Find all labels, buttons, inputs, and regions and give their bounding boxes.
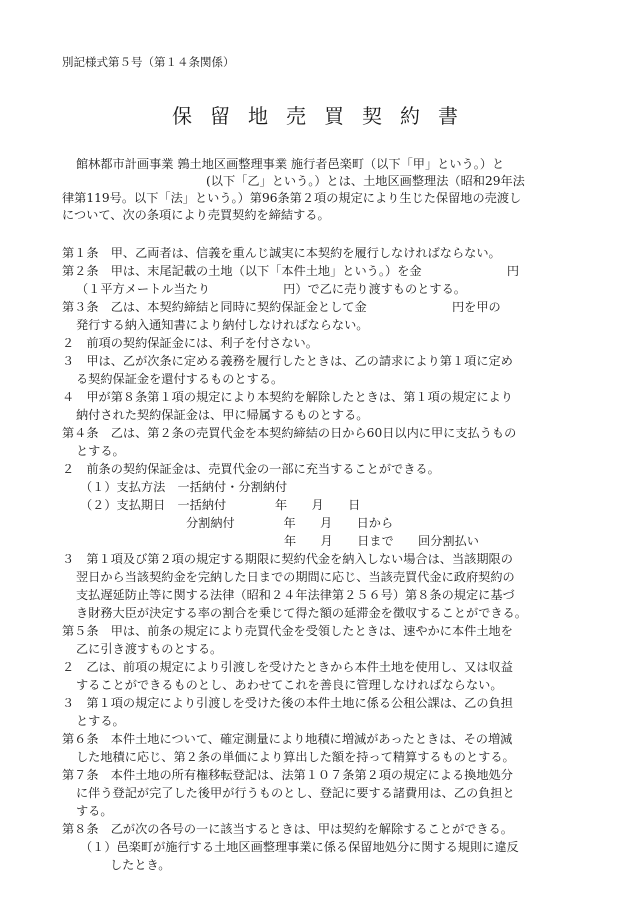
- clause-line: 第６条 本件土地について、確定測量により地積に増減があったときは、その増減: [62, 732, 513, 746]
- clause-line: ２ 乙は、前項の規定により引渡しを受けたときから本件土地を使用し、又は収益: [62, 660, 513, 674]
- clause-line: 第１条 甲、乙両者は、信義を重んじ誠実に本契約を履行しなければならない。: [62, 246, 501, 260]
- clause-line: ２ 前項の契約保証金には、利子を付さない。: [62, 336, 318, 350]
- clause-line: する。: [76, 804, 113, 818]
- clause-line: ２ 前条の契約保証金は、売買代金の一部に充当することができる。: [62, 462, 440, 476]
- form-label: 別記様式第５号（第１４条関係）: [62, 55, 235, 69]
- clause-line: ３ 甲は、乙が次条に定める義務を履行したときは、乙の請求により第１項に定め: [62, 354, 513, 368]
- clause-line: 第５条 甲は、前条の規定により売買代金を受領したときは、速やかに本件土地を: [62, 624, 513, 638]
- clause-line: 第８条 乙が次の各号の一に該当するときは、甲は契約を解除することができる。: [62, 822, 513, 836]
- clause-line: 分割納付 年 月 日から: [186, 516, 394, 530]
- clause-line: 第３条 乙は、本契約締結と同時に契約保証金として金 円を甲の: [62, 300, 501, 314]
- clause-line: することができるものとし、あわせてこれを善良に管理しなければならない。: [76, 678, 503, 692]
- clause-line: した地積に応じ、第２条の単価により算出した額を持って精算するものとする。: [76, 750, 515, 764]
- clause-line: 納付された契約保証金は、甲に帰属するものとする。: [76, 408, 369, 422]
- preamble-line: (以下「乙」という。）とは、土地区画整理法（昭和29年法: [206, 174, 525, 188]
- clause-line: 発行する納入通知書により納付しなければならない。: [76, 318, 369, 332]
- clause-line: とする。: [76, 444, 125, 458]
- clause-line: したとき。: [110, 858, 171, 872]
- clause-line: 第４条 乙は、第２条の売買代金を本契約締結の日から60日以内に甲に支払うもの: [62, 426, 517, 440]
- clause-line: に伴う登記が完了した後甲が行うものとし、登記に要する諸費用は、乙の負担と: [76, 786, 515, 800]
- preamble-line: について、次の条項により売買契約を締結する。: [62, 208, 330, 222]
- clause-line: る契約保証金を還付するものとする。: [76, 372, 284, 386]
- clause-line: き財務大臣が決定する率の割合を乗じて得た額の延滞金を徴収することができる。: [76, 606, 527, 620]
- clause-line: 翌日から当該契約金を完納した日までの期間に応じ、当該売買代金に政府契約の: [76, 570, 515, 584]
- clause-line: 第２条 甲は、末尾記載の土地（以下「本件土地」という。）を金 円: [62, 264, 520, 278]
- clause-line: 乙に引き渡すものとする。: [76, 642, 223, 656]
- clause-line: ３ 第１項及び第２項の規定する期限に契約代金を納入しない場合は、当該期限の: [62, 552, 513, 566]
- clause-line: 支払遅延防止等に関する法律（昭和２４年法律第２５６号）第８条の規定に基づ: [76, 588, 515, 602]
- clause-line: 年 月 日まで 回分割払い: [284, 534, 479, 548]
- preamble-line: 館林都市計画事業 鶉土地区画整理事業 施行者邑楽町（以下「甲」という。）と: [76, 157, 505, 171]
- clause-line: （１）邑楽町が施行する土地区画整理事業に係る保留地処分に関する規則に違反: [80, 840, 519, 854]
- clause-line: （１平方メートル当たり 円）で乙に売り渡すものとする。: [76, 282, 466, 296]
- clause-line: ４ 甲が第８条第１項の規定により本契約を解除したときは、第１項の規定により: [62, 390, 513, 404]
- preamble-line: 律第119号。以下「法」という。）第96条第２項の規定により生じた保留地の売渡し: [62, 191, 522, 205]
- clause-line: とする。: [76, 714, 125, 728]
- clause-line: ３ 第１項の規定により引渡しを受けた後の本件土地に係る公租公課は、乙の負担: [62, 696, 513, 710]
- clause-line: 第７条 本件土地の所有権移転登記は、法第１０７条第２項の規定による換地処分: [62, 768, 513, 782]
- page-title: 保留地売買契約書: [172, 104, 476, 128]
- clause-line: （１）支払方法 一括納付・分割納付: [80, 480, 288, 494]
- clause-line: （２）支払期日 一括納付 年 月 日: [80, 498, 361, 512]
